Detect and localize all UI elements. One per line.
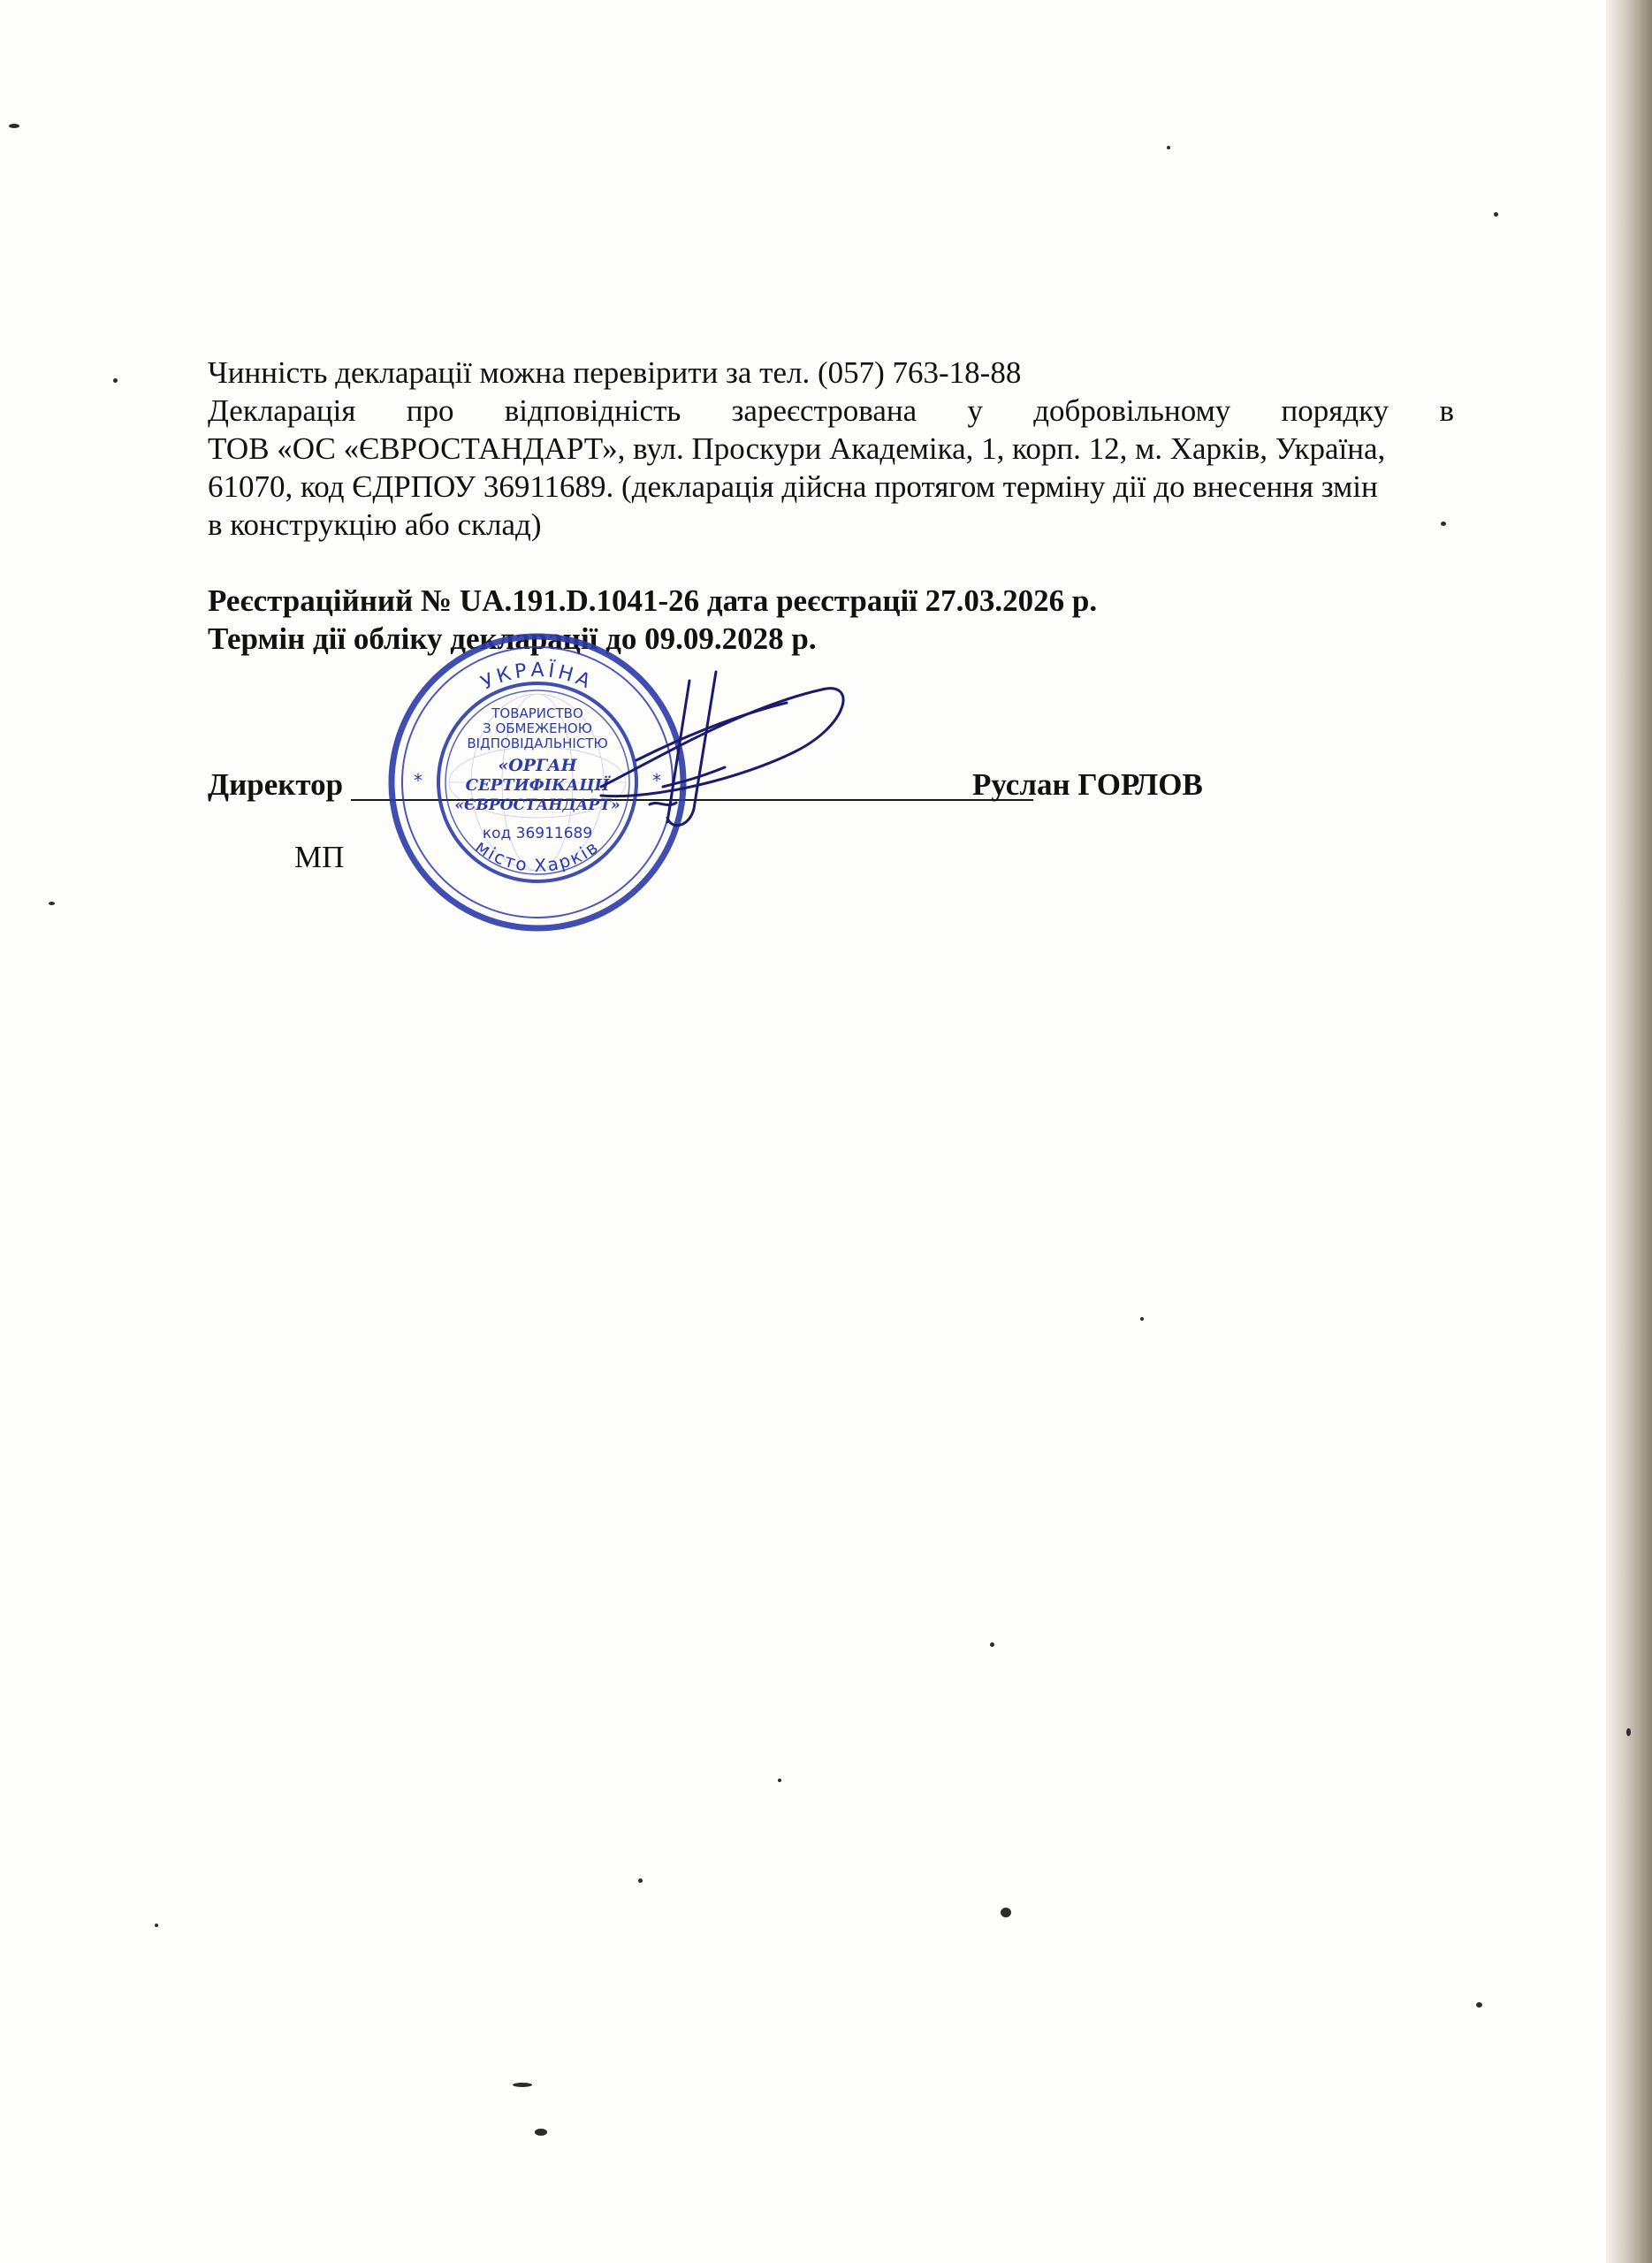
word: про xyxy=(406,393,454,428)
scan-speck xyxy=(638,1878,643,1883)
scan-speck xyxy=(535,2129,547,2136)
svg-text:*: * xyxy=(414,770,423,791)
declaration-text xyxy=(208,354,1454,658)
stamp-place-label: МП xyxy=(294,840,345,874)
signer-name: Руслан ГОРЛОВ xyxy=(972,767,1203,802)
scan-speck xyxy=(49,902,55,905)
seal-code: код 36911689 xyxy=(482,825,593,842)
validity-note-line: в конструкцію або склад) xyxy=(208,507,542,542)
director-label: Директор xyxy=(208,767,344,802)
scan-speck xyxy=(9,124,19,128)
svg-text:УКРАЇНА xyxy=(478,659,598,695)
scan-speck xyxy=(1476,2002,1482,2008)
organization-address-line: ТОВ «ОС «ЄВРОСТАНДАРТ», вул. Проскури Академіка, 1, корп. 12, м. Харків, Україна, xyxy=(208,431,1386,466)
registration-note-line xyxy=(208,392,1454,430)
word: добровільному xyxy=(1033,393,1231,428)
word: відповідність xyxy=(504,393,681,428)
word: у xyxy=(967,393,983,428)
seal-line-1: ТОВАРИСТВО xyxy=(491,705,583,721)
word: в xyxy=(1439,393,1454,428)
word: Декларація xyxy=(208,393,356,428)
seal-line-3: ВІДПОВІДАЛЬНІСТЮ xyxy=(467,735,608,751)
scan-speck xyxy=(155,1924,158,1927)
scan-edge-shadow xyxy=(1606,0,1652,2263)
svg-text:*: * xyxy=(652,770,661,791)
seal-top-text: УКРАЇНА xyxy=(477,659,598,695)
organization-code-line: 61070, код ЄДРПОУ 36911689. (декларація дійсна протягом терміну дії до внесення змін xyxy=(208,469,1378,504)
word: порядку xyxy=(1281,393,1389,428)
seal-center-line-3: «ЄВРОСТАНДАРТ» xyxy=(454,796,620,814)
scan-speck xyxy=(1001,1908,1011,1917)
scan-speck xyxy=(113,378,118,383)
scan-speck xyxy=(990,1642,994,1647)
scan-speck xyxy=(513,2083,532,2087)
word: зареєстрована xyxy=(731,393,917,428)
handwritten-signature xyxy=(583,654,849,849)
scan-speck xyxy=(1441,522,1446,526)
scan-speck xyxy=(1140,1317,1144,1321)
registration-number-line: Реєстраційний № UA.191.D.1041-26 дата реєстрації 27.03.2026 р. xyxy=(208,583,1098,618)
scan-speck xyxy=(1494,212,1498,217)
seal-center-line-1: «ОРГАН xyxy=(498,756,577,775)
scan-speck xyxy=(1167,146,1170,149)
verification-phone-line: Чинність декларації можна перевірити за тел. (057) 763-18-88 xyxy=(208,355,1022,390)
registration-term-line: Термін дії обліку декларації до 09.09.2028 р. xyxy=(208,621,817,656)
scan-speck xyxy=(1626,1728,1631,1736)
scan-speck xyxy=(778,1779,781,1782)
seal-line-2: З ОБМЕЖЕНОЮ xyxy=(483,720,592,736)
seal-bottom-text: місто Харків xyxy=(471,835,604,877)
seal-center-line-2: СЕРТИФІКАЦІЇ xyxy=(465,776,610,795)
